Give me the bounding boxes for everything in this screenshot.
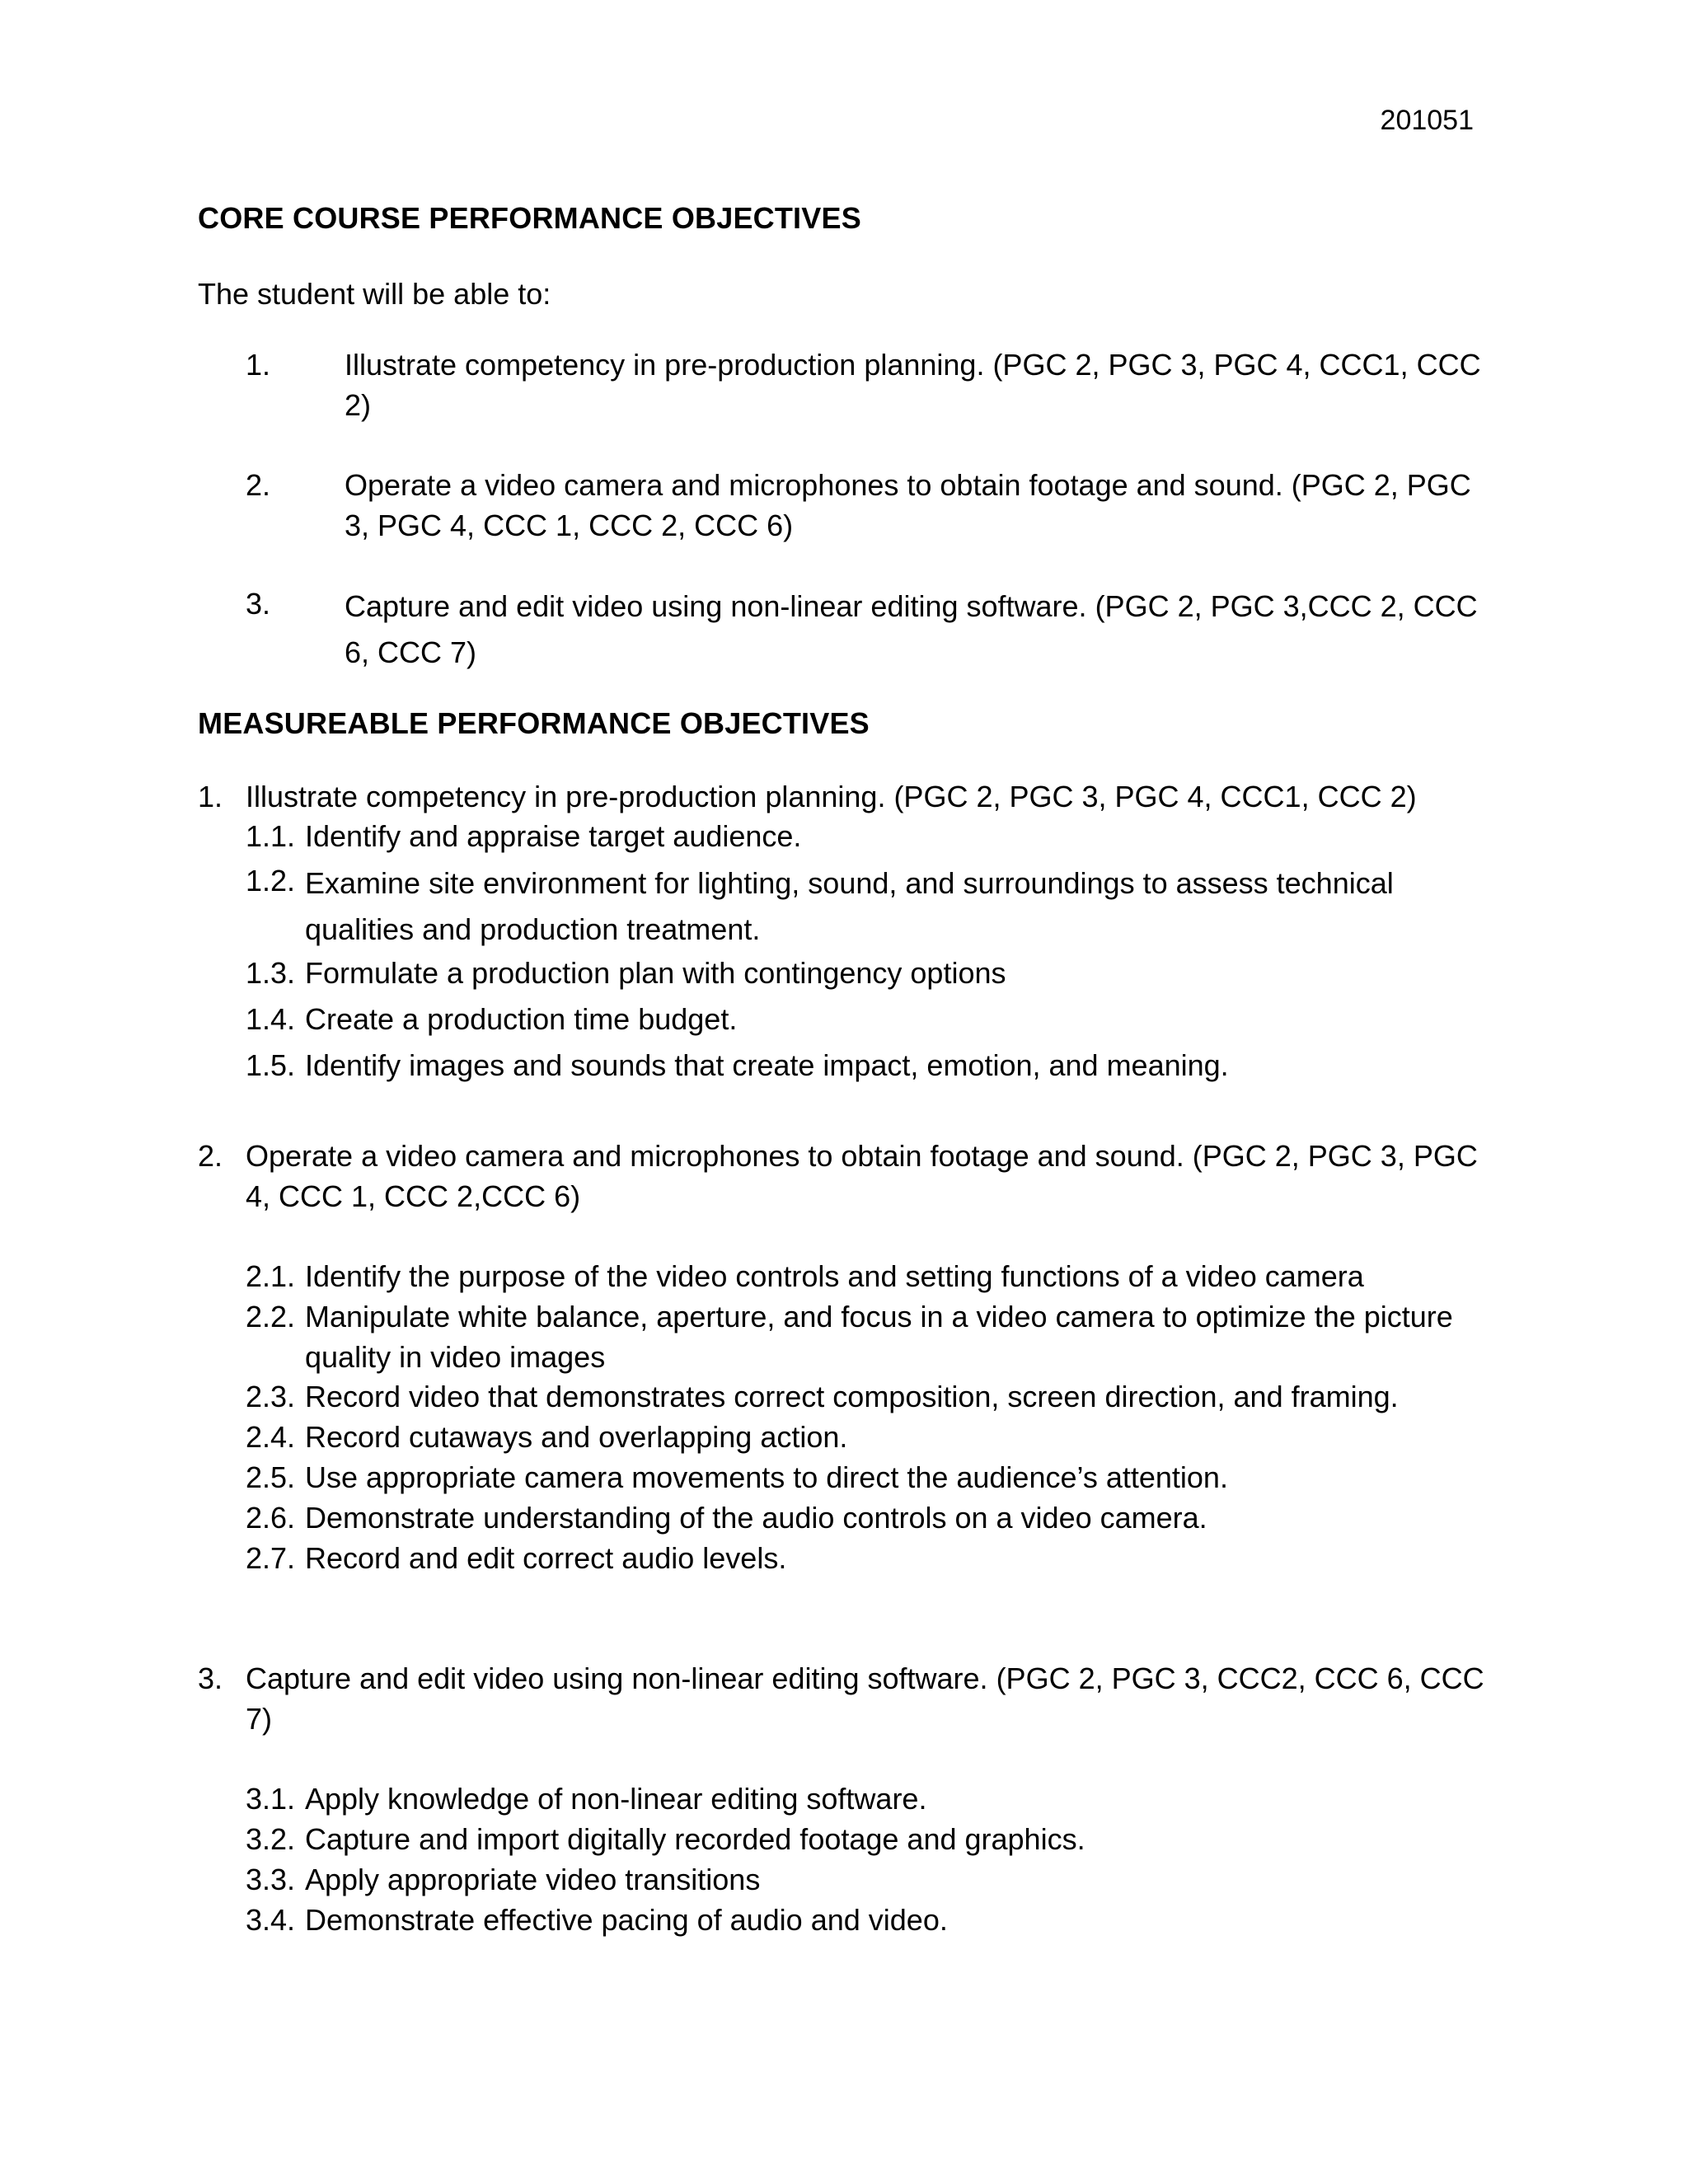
sub-objective-number: 2.4.	[246, 1420, 296, 1454]
core-objective-number: 2.	[246, 468, 271, 502]
measurable-objective-number: 2.	[198, 1139, 223, 1173]
sub-objective-number: 2.1.	[246, 1259, 296, 1293]
sub-objective-text: Formulate a production plan with contingency options	[305, 956, 1006, 990]
sub-objective-number: 2.2.	[246, 1300, 296, 1333]
sub-objective-text: Apply knowledge of non-linear editing software.	[305, 1782, 927, 1816]
sub-objective-number: 2.7.	[246, 1541, 296, 1575]
sub-objective-number: 3.4.	[246, 1903, 296, 1937]
core-objectives-heading: CORE COURSE PERFORMANCE OBJECTIVES	[198, 201, 861, 235]
sub-objective-text: Demonstrate effective pacing of audio and video.	[305, 1903, 948, 1937]
sub-objective-number: 1.3.	[246, 956, 296, 990]
sub-objective-number: 1.1.	[246, 819, 296, 853]
core-objective-number: 3.	[246, 587, 271, 621]
sub-objective-text: Record cutaways and overlapping action.	[305, 1420, 848, 1454]
sub-objective-text: Apply appropriate video transitions	[305, 1863, 761, 1896]
measurable-objective-text: Capture and edit video using non-linear editing software. (PGC 2, PGC 3, CCC2, CCC 6, CCC 7)	[246, 1661, 1484, 1736]
sub-objective-text: Manipulate white balance, aperture, and focus in a video camera to optimize the picture quality in video images	[305, 1300, 1453, 1374]
sub-objective-text: Record and edit correct audio levels.	[305, 1541, 787, 1575]
sub-objective-number: 1.2.	[246, 864, 296, 898]
sub-objective-text: Use appropriate camera movements to direct the audience’s attention.	[305, 1460, 1228, 1494]
core-objective-text: Operate a video camera and microphones to obtain footage and sound. (PGC 2, PGC 3, PGC 4, CCC 1, CCC 2, CCC 6)	[345, 468, 1471, 542]
sub-objective-text: Identify the purpose of the video controls and setting functions of a video camera	[305, 1259, 1364, 1293]
sub-objective-number: 2.5.	[246, 1460, 296, 1494]
core-objective-text: Capture and edit video using non-linear editing software. (PGC 2, PGC 3,CCC 2, CCC 6, CCC 7)	[345, 589, 1478, 669]
sub-objective-text: Identify and appraise target audience.	[305, 819, 802, 853]
sub-objective-text: Identify images and sounds that create impact, emotion, and meaning.	[305, 1048, 1229, 1082]
sub-objective-number: 1.5.	[246, 1048, 296, 1082]
sub-objective-number: 1.4.	[246, 1002, 296, 1036]
sub-objective-text: Create a production time budget.	[305, 1002, 738, 1036]
sub-objective-number: 3.3.	[246, 1863, 296, 1896]
sub-objective-number: 2.3.	[246, 1380, 296, 1413]
sub-objective-number: 2.6.	[246, 1501, 296, 1535]
sub-objective-text: Record video that demonstrates correct composition, screen direction, and framing.	[305, 1380, 1399, 1413]
measurable-objective-text: Operate a video camera and microphones to obtain footage and sound. (PGC 2, PGC 3, PGC 4, CCC 1, CCC 2,CCC 6)	[246, 1139, 1478, 1213]
sub-objective-number: 3.1.	[246, 1782, 296, 1816]
intro-text: The student will be able to:	[198, 277, 551, 311]
measurable-objectives-heading: MEASUREABLE PERFORMANCE OBJECTIVES	[198, 706, 870, 740]
document-id: 201051	[1380, 105, 1474, 136]
core-objective-text: Illustrate competency in pre-production planning. (PGC 2, PGC 3, PGC 4, CCC1, CCC 2)	[345, 348, 1481, 422]
sub-objective-text: Examine site environment for lighting, sound, and surroundings to assess technical qualities and production treatment.	[305, 866, 1394, 946]
measurable-objective-number: 3.	[198, 1661, 223, 1695]
sub-objective-text: Capture and import digitally recorded footage and graphics.	[305, 1822, 1085, 1856]
core-objective-number: 1.	[246, 348, 271, 382]
measurable-objective-number: 1.	[198, 780, 223, 813]
sub-objective-number: 3.2.	[246, 1822, 296, 1856]
sub-objective-text: Demonstrate understanding of the audio controls on a video camera.	[305, 1501, 1207, 1535]
measurable-objective-text: Illustrate competency in pre-production planning. (PGC 2, PGC 3, PGC 4, CCC1, CCC 2)	[246, 780, 1417, 813]
